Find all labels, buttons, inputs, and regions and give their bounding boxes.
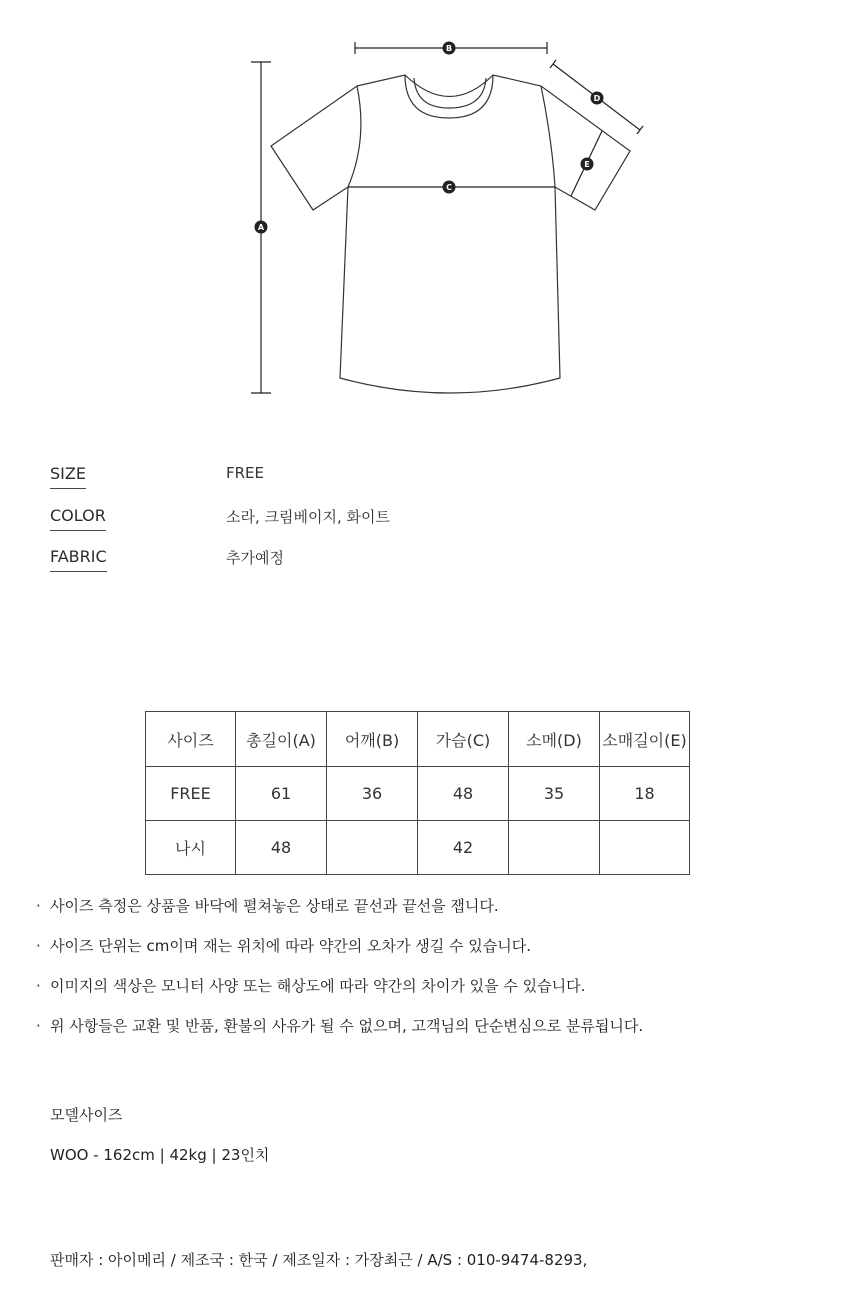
size-table-cell	[327, 821, 418, 875]
info-value-fabric: 추가예정	[226, 549, 284, 567]
svg-text:E: E	[584, 160, 590, 169]
size-table-row	[146, 821, 690, 875]
svg-text:A: A	[257, 223, 265, 232]
size-table-cell	[600, 821, 690, 875]
measure-tick-d-end	[637, 126, 643, 134]
note-item	[36, 896, 836, 936]
tshirt-right-armhole	[541, 86, 555, 187]
size-table-cell: 42	[418, 821, 509, 875]
size-table-cell	[509, 821, 600, 875]
info-label-fabric: FABRIC	[50, 547, 107, 572]
tshirt-neck-rib	[414, 78, 486, 108]
size-table-header-cell: 총길이(A)	[236, 712, 327, 767]
size-table-cell: 35	[509, 767, 600, 821]
size-table-cell: 18	[600, 767, 690, 821]
model-size-title: 모델사이즈	[50, 1106, 123, 1124]
size-table-header-cell: 가슴(C)	[418, 712, 509, 767]
info-row-fabric	[50, 547, 650, 581]
size-table-cell: 48	[236, 821, 327, 875]
note-text: 사이즈 단위는 cm이며 재는 위치에 따라 약간의 오차가 생길 수 있습니다.	[50, 937, 532, 955]
marker-d	[591, 92, 604, 105]
size-table-header-cell: 사이즈	[146, 712, 236, 767]
marker-c	[443, 181, 456, 194]
tshirt-outline	[271, 75, 630, 393]
measure-tick-d-start	[550, 60, 556, 68]
info-value-color: 소라, 크림베이지, 화이트	[226, 508, 390, 526]
size-table-header-cell: 소메(D)	[509, 712, 600, 767]
size-table-cell: 61	[236, 767, 327, 821]
info-label-color: COLOR	[50, 506, 106, 531]
info-row-color	[50, 506, 650, 540]
size-notes	[36, 896, 836, 1056]
size-table-cell: 48	[418, 767, 509, 821]
tshirt-left-armhole	[348, 86, 361, 187]
size-table-row	[146, 767, 690, 821]
seller-info: 판매자 : 아이메리 / 제조국 : 한국 / 제조일자 : 가장최근 / A/S : 010-9474-8293,	[50, 1251, 588, 1269]
info-value-size: FREE	[226, 464, 265, 482]
size-table	[145, 711, 690, 875]
size-table-header-cell: 어깨(B)	[327, 712, 418, 767]
marker-b	[443, 42, 456, 55]
marker-a	[255, 221, 268, 234]
note-bullet: ·	[36, 977, 41, 995]
size-table-cell: FREE	[146, 767, 236, 821]
note-item	[36, 1016, 836, 1056]
info-row-size	[50, 464, 650, 498]
size-table-cell: 나시	[146, 821, 236, 875]
size-table-header-cell: 소매길이(E)	[600, 712, 690, 767]
size-table-cell: 36	[327, 767, 418, 821]
note-item	[36, 936, 836, 976]
model-size-info: WOO - 162cm | 42kg | 23인치	[50, 1146, 270, 1164]
svg-text:C: C	[446, 183, 452, 192]
note-item	[36, 976, 836, 1016]
note-text: 이미지의 색상은 모니터 사양 또는 해상도에 따라 약간의 차이가 있을 수 있습니다.	[50, 977, 586, 995]
info-label-size: SIZE	[50, 464, 86, 489]
note-text: 위 사항들은 교환 및 반품, 환불의 사유가 될 수 없으며, 고객님의 단순변심으로 분류됩니다.	[50, 1017, 644, 1035]
note-bullet: ·	[36, 897, 41, 915]
note-bullet: ·	[36, 937, 41, 955]
tshirt-size-diagram	[0, 0, 860, 420]
note-bullet: ·	[36, 1017, 41, 1035]
marker-e	[581, 158, 594, 171]
size-table-header-row	[146, 712, 690, 767]
svg-text:D: D	[593, 94, 601, 103]
svg-text:B: B	[445, 44, 453, 53]
note-text: 사이즈 측정은 상품을 바닥에 펼쳐놓은 상태로 끝선과 끝선을 잽니다.	[50, 897, 499, 915]
